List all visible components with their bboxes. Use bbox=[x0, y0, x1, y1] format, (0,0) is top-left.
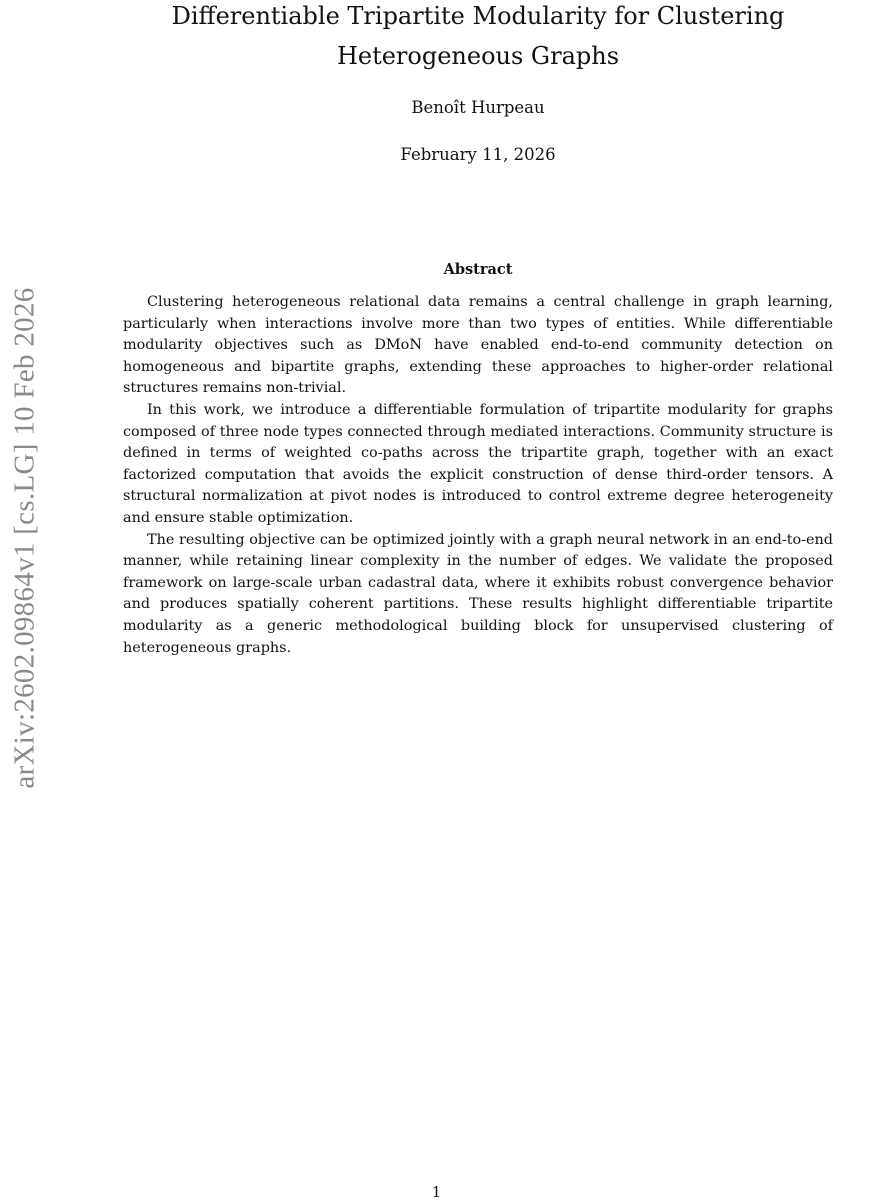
abstract-paragraph: Clustering heterogeneous relational data remains a central challenge in graph learning, particularly when interactions involve more than two types of entities. While differentiable modularity objectives such as DMoN have enabled end-to-end community detection on homogeneous and bipartite graphs, extending these approaches to higher-order relational structures remains non-trivial. bbox=[123, 294, 833, 397]
author-name: Benoît Hurpeau bbox=[411, 98, 545, 117]
publication-date: February 11, 2026 bbox=[400, 145, 556, 164]
arxiv-identifier: arXiv:2602.09864v1 [cs.LG] 10 Feb 2026 bbox=[8, 287, 41, 789]
abstract-paragraph: In this work, we introduce a differentiable formulation of tripartite modularity for graphs composed of three node types connected through mediated interactions. Community structure is defined in terms of weighted co-paths across the tripartite graph, together with an exact factorized computation that avoids the explicit construction of dense third-order tensors. A structural normalization at pivot nodes is introduced to control extreme degree heterogeneity and ensure stable optimization. bbox=[123, 401, 833, 526]
abstract-paragraph: The resulting objective can be optimized jointly with a graph neural network in an end-to-end manner, while retaining linear complexity in the number of edges. We validate the proposed framework on large-scale urban cadastral data, where it exhibits robust convergence behavior and produces spatially coherent partitions. These results highlight differentiable tripartite modularity as a generic methodological building block for unsupervised clustering of heterogeneous graphs. bbox=[123, 531, 833, 656]
abstract-body bbox=[123, 292, 833, 659]
paper-title: Differentiable Tripartite Modularity for Clustering Heterogeneous Graphs bbox=[171, 2, 785, 70]
abstract-heading: Abstract bbox=[443, 261, 513, 278]
page-number: 1 bbox=[431, 1183, 442, 1201]
